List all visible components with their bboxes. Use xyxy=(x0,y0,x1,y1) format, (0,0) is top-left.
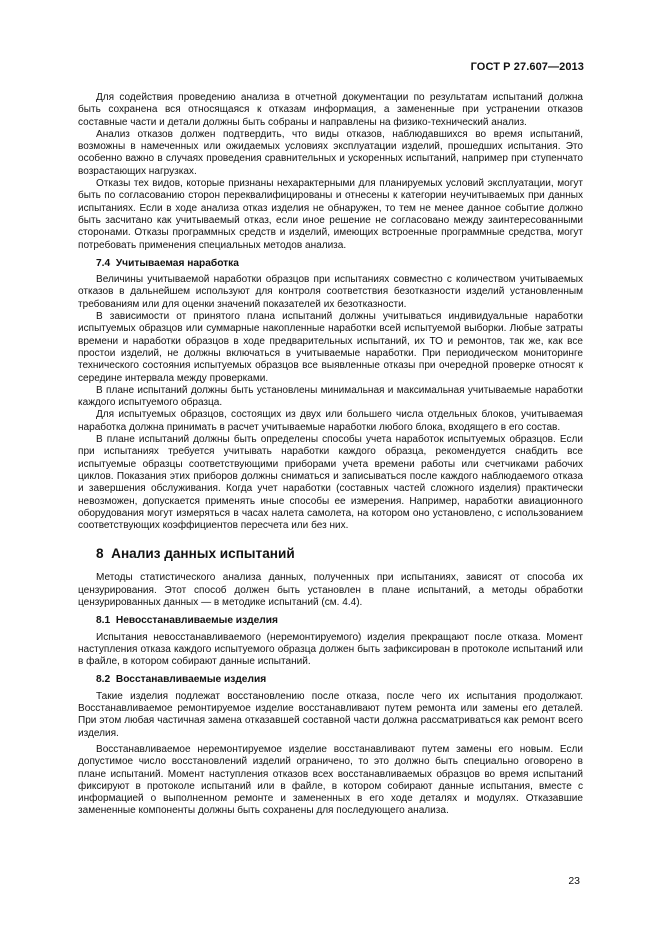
section-title: Невосстанавливаемые изделия xyxy=(115,615,278,627)
section-heading xyxy=(96,615,583,627)
paragraph: Анализ отказов должен подтвердить, что виды отказов, наблюдавшихся во время испытаний, возможны в намеченных или ожидаемых условиях эксплуатации изделий, прошедших испытания. Это особенно важно в случаях проведения сравнительных и ускоренных испытаний, например при ступенчато возрастающих нагрузках. xyxy=(78,128,583,177)
section-heading xyxy=(96,258,583,270)
page-number: 23 xyxy=(568,875,580,887)
section-number: 8.2 xyxy=(96,674,111,686)
paragraph: Восстанавливаемое неремонтируемое изделие восстанавливают путем замены его новым. Если допустимое число восстановлений изделий ограничено, то это должно быть специально оговорено в плане испытаний. Момент наступления отказов всех восстанавливаемых образцов во время испытаний фиксируют в протоколе испытаний или в файле, в котором собирают данные испытания, вместе с информацией о выполненном ремонте и замененных в его ходе деталях и модулях. Отказавшие замененные компоненты должны быть сохранены для последующего анализа. xyxy=(78,743,583,817)
paragraph: Отказы тех видов, которые признаны нехарактерными для планируемых условий эксплуатации, могут быть по согласованию сторон переквалифицированы и отнесены к категории неучитываемых при данных испытаниях. Если в ходе анализа отказ изделия не обнаружен, то тем не менее данное событие должно быть засчитано как учитываемый отказ, если иное решение не согласовано между заинтересованными сторонами. Отказы программных средств и изделий, имеющих встроенные программные средства, могут потребовать применения специальных методов анализа. xyxy=(78,178,583,251)
paragraph: Такие изделия подлежат восстановлению после отказа, после чего их испытания продолжают. Восстанавливаемое ремонтируемое изделие восстанавливают путем ремонта или замены его деталей. При этом любая частичная замена отказавшей составной части должна рассматриваться как ремонт всего изделия. xyxy=(78,690,583,739)
chapter-title: Анализ данных испытаний xyxy=(111,546,295,562)
paragraph: В зависимости от принятого плана испытаний должны учитываться индивидуальные наработки испытуемых образцов или суммарные накопленные наработки всей испытуемой выборки. Любые затраты времени и наработки образцов в ходе предварительных испытаний, их ТО и ремонтов, так же, как все простои изделий, не должны включаться в учитываемые наработки. При периодическом мониторинге технического состояния испытуемых образцов все выявленные отказы при очередной проверке относят к середине интервала между проверками. xyxy=(78,311,583,384)
paragraph: Испытания невосстанавливаемого (неремонтируемого) изделия прекращают после отказа. Момент наступления отказа каждого испытуемого образца должен быть зафиксирован в протоколе испытаний или в файле, в котором собирают данные испытаний. xyxy=(78,631,583,668)
paragraph: Методы статистического анализа данных, полученных при испытаниях, зависят от способа их цензурирования. Этот способ должен быть установлен в плане испытаний, а методы обработки цензурированных данных — в методике испытаний (см. 4.4). xyxy=(78,572,583,608)
section-title: Восстанавливаемые изделия xyxy=(115,674,267,686)
paragraph: В плане испытаний должны быть определены способы учета наработок испытуемых образцов. Если при испытаниях требуется учитывать наработки каждого образца, рекомендуется снабдить все испытуемые образцы соответствующими приборами учета времени работы или счетчиками рабочих циклов. Показания этих приборов должны сниматься и записываться после каждого наблюдаемого отказа и завершения обслуживания. Когда учет наработки (составных частей сложного изделия) практически невозможен, допускается применять иные способы ее измерения. Например, наработки авиационного оборудования могут измеряться в часах налета самолета, на котором оно установлено, с использованием соответствующих коэффициентов пересчета или без них. xyxy=(78,434,583,532)
document-header: ГОСТ Р 27.607—2013 xyxy=(470,61,584,73)
paragraph: Величины учитываемой наработки образцов при испытаниях совместно с количеством учитываемых отказов в дальнейшем используют для контроля соответствия безотказности изделий установленным требованиям или для оценки значений показателей их безотказности. xyxy=(78,274,583,310)
chapter-number: 8 xyxy=(96,546,104,562)
paragraph: Для содействия проведению анализа в отчетной документации по результатам испытаний должна быть сохранена вся относящаяся к отказам информация, а замененные при устранении отказов составные части и детали должны быть собраны и направлены на физико-технический анализ. xyxy=(78,92,583,128)
document-body xyxy=(78,92,583,818)
section-number: 8.1 xyxy=(96,615,111,627)
section-number: 7.4 xyxy=(96,257,111,269)
paragraph: В плане испытаний должны быть установлены минимальная и максимальная учитываемые наработки каждого испытуемого образца. xyxy=(78,384,583,409)
section-title: Учитываемая наработка xyxy=(115,257,239,269)
paragraph: Для испытуемых образцов, состоящих из двух или большего числа отдельных блоков, учитываемая наработка должна принимать в расчет учитываемые наработки любого блока, входящего в его состав. xyxy=(78,409,583,433)
section-heading xyxy=(96,674,583,686)
chapter-heading xyxy=(96,546,583,562)
